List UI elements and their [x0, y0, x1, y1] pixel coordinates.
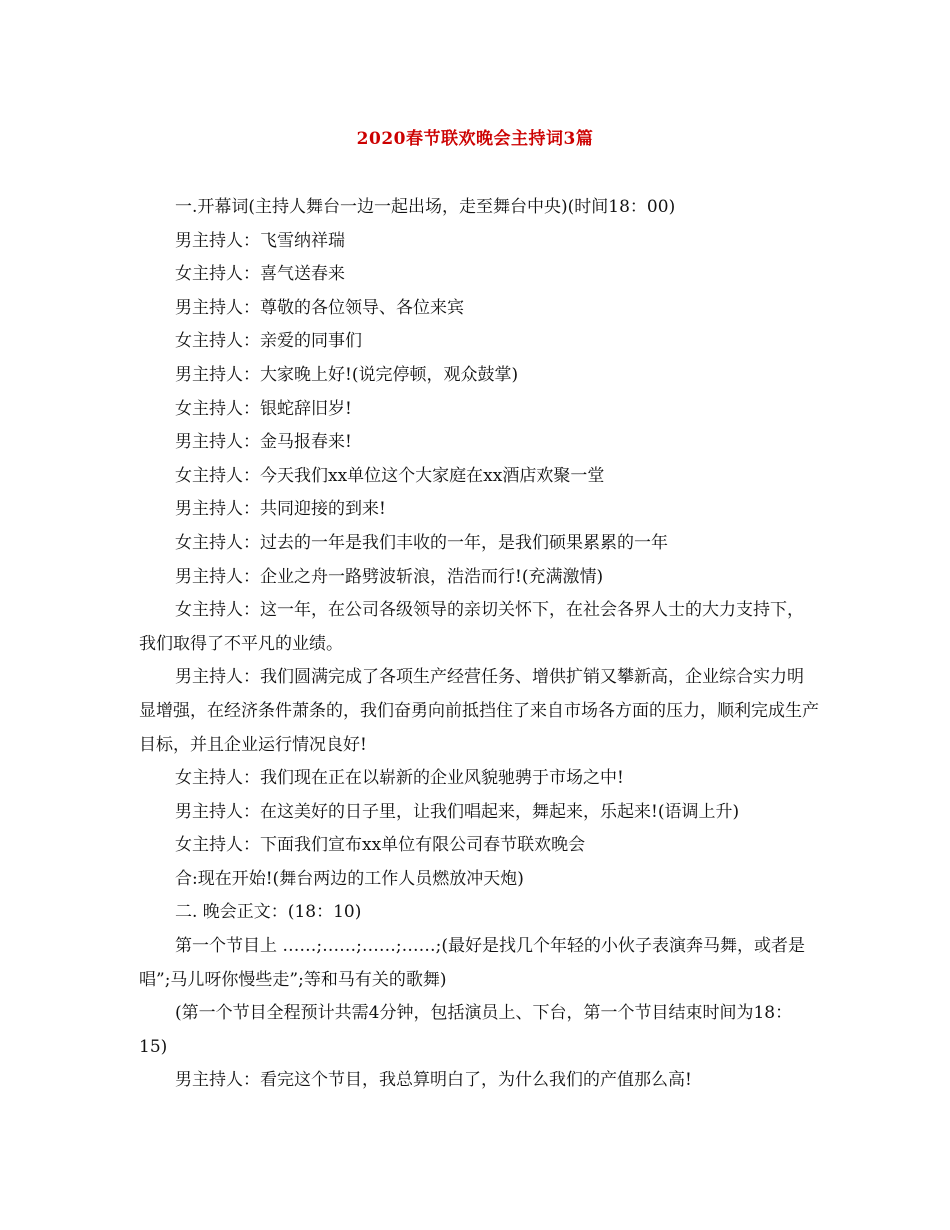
paragraph: 女主持人：我们现在正在以崭新的企业风貌驰骋于市场之中!: [175, 768, 624, 789]
paragraph: 男主持人：在这美好的日子里，让我们唱起来，舞起来，乐起来!(语调上升): [175, 801, 740, 822]
paragraph: 女主持人：喜气送春来: [175, 264, 345, 285]
paragraph: 男主持人：企业之舟一路劈波斩浪，浩浩而行!(充满激情): [175, 566, 604, 587]
paragraph: 男主持人：看完这个节目，我总算明白了，为什么我们的产值那么高!: [175, 1070, 692, 1091]
paragraph: 女主持人：下面我们宣布xx单位有限公司春节联欢晚会: [175, 835, 586, 856]
document-title: 2020春节联欢晚会主持词3篇: [356, 129, 594, 149]
paragraph: 女主持人：今天我们xx单位这个大家庭在xx酒店欢聚一堂: [175, 465, 605, 486]
paragraph: 女主持人：这一年，在公司各级领导的亲切关怀下，在社会各界人士的大力支持下，我们取得了不平凡的业绩。: [139, 600, 804, 654]
paragraph: 一.开幕词(主持人舞台一边一起出场，走至舞台中央)(时间18：00): [175, 197, 676, 217]
paragraph: 男主持人：金马报春来!: [175, 432, 352, 453]
paragraph: 合:现在开始!(舞台两边的工作人员燃放冲天炮): [175, 868, 524, 889]
paragraph: 女主持人：过去的一年是我们丰收的一年，是我们硕果累累的一年: [175, 532, 668, 553]
paragraph: 男主持人：大家晚上好!(说完停顿，观众鼓掌): [175, 364, 519, 385]
paragraph: 男主持人：尊敬的各位领导、各位来宾: [175, 297, 464, 318]
paragraph: 男主持人：飞雪纳祥瑞: [175, 230, 345, 251]
paragraph: 男主持人：我们圆满完成了各项生产经营任务、增供扩销又攀新高，企业综合实力明显增强，在经济条件萧条的，我们奋勇向前抵挡住了来自市场各方面的压力，顺利完成生产目标，并且企业运行情况良好!: [139, 667, 819, 755]
paragraph: 女主持人：银蛇辞旧岁!: [175, 398, 352, 419]
paragraph: (第一个节目全程预计共需4分钟，包括演员上、下台，第一个节目结束时间为18：15): [139, 1003, 793, 1057]
paragraph: 男主持人：共同迎接的到来!: [175, 499, 386, 520]
paragraph: 第一个节目上 ……;……;……;……;(最好是找几个年轻的小伙子表演奔马舞，或者是唱”;马儿呀你慢些走”;等和马有关的歌舞): [139, 936, 805, 990]
paragraph: 二. 晚会正文：(18：10): [175, 902, 362, 923]
paragraph: 女主持人：亲爱的同事们: [175, 331, 362, 352]
document-body: [139, 191, 819, 1098]
